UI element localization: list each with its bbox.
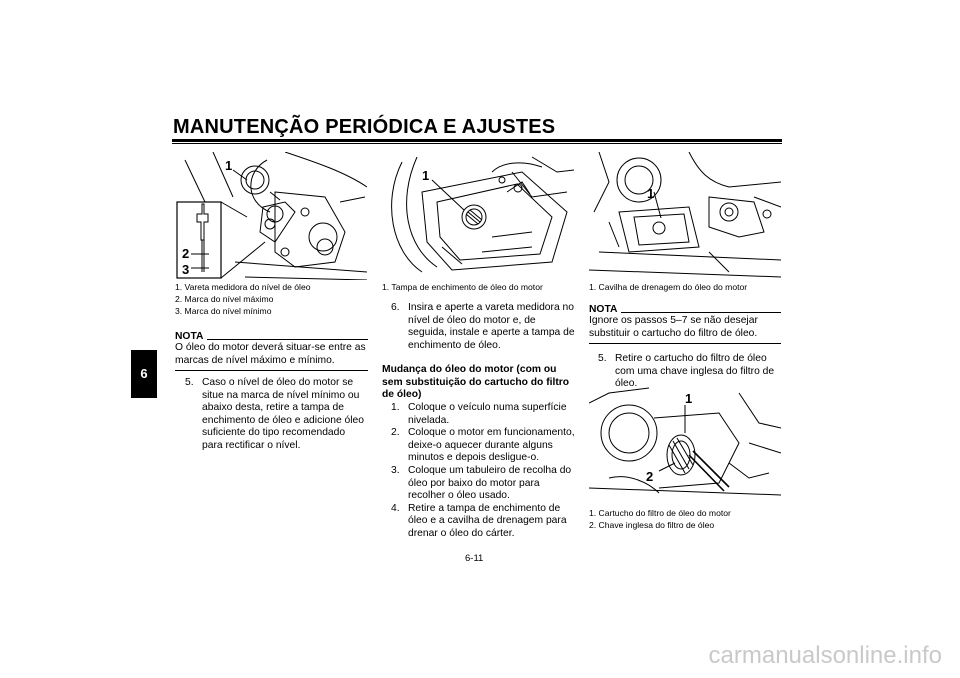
page-number: 6-11 bbox=[465, 553, 484, 564]
callout-1: 1 bbox=[647, 186, 655, 201]
step-text: Coloque o motor em funcionamento, deixe-o aquecer durante alguns minutos e depois desligue-o. bbox=[408, 427, 575, 464]
header-rule-thin bbox=[172, 143, 782, 144]
step-number: 4. bbox=[391, 502, 400, 514]
header-rule bbox=[172, 139, 782, 142]
nota-rule bbox=[621, 312, 781, 313]
step-number: 5. bbox=[598, 353, 607, 364]
callout-3: 3 bbox=[182, 262, 190, 277]
caption-item: 1. Vareta medidora do nível de óleo bbox=[175, 282, 311, 292]
oil-filler-cap-figure bbox=[382, 152, 574, 280]
oil-filter-figure bbox=[589, 383, 781, 503]
caption-item: 1. Tampa de enchimento de óleo do motor bbox=[382, 282, 543, 292]
drain-bolt-figure bbox=[589, 152, 781, 280]
callout-2: 2 bbox=[182, 246, 190, 261]
step-number: 1. bbox=[391, 402, 400, 413]
list-item bbox=[391, 402, 575, 427]
step-number: 6. bbox=[391, 302, 400, 313]
nota-rule-bottom bbox=[589, 343, 781, 344]
caption-item: 1. Cartucho do filtro de óleo do motor bbox=[589, 508, 731, 518]
chapter-tab: 6 bbox=[131, 350, 157, 398]
figure-captions bbox=[589, 281, 747, 293]
nota-rule bbox=[207, 339, 368, 340]
step-5 bbox=[185, 377, 368, 453]
figure-captions bbox=[382, 281, 543, 293]
nota-text: Ignore os passos 5–7 se não desejar substituir o cartucho do filtro de óleo. bbox=[589, 315, 758, 339]
step-text: Coloque o veículo numa superfície nivelada. bbox=[408, 402, 567, 426]
step-number: 3. bbox=[391, 464, 400, 476]
step-text: Retire o cartucho do filtro de óleo com uma chave inglesa do filtro de óleo. bbox=[615, 353, 775, 390]
caption-item: 1. Cavilha de drenagem do óleo do motor bbox=[589, 282, 748, 292]
figure-captions bbox=[589, 507, 731, 531]
step-number: 5. bbox=[185, 377, 194, 388]
nota-label: NOTA bbox=[175, 331, 204, 342]
nota-text: O óleo do motor deverá situar-se entre as marcas de nível máximo e mínimo. bbox=[175, 342, 366, 366]
dipstick-figure bbox=[175, 152, 367, 280]
callout-1: 1 bbox=[225, 158, 233, 173]
caption-item: 2. Chave inglesa do filtro de óleo bbox=[589, 520, 715, 530]
list-item bbox=[391, 465, 575, 503]
nota-label: NOTA bbox=[589, 304, 618, 315]
nota-box bbox=[175, 331, 368, 371]
list-item bbox=[391, 427, 575, 465]
figure-captions bbox=[175, 281, 311, 317]
step-text: Retire a tampa de enchimento de óleo e a cavilha de drenagem para drenar o óleo do cárter. bbox=[408, 502, 567, 539]
caption-item: 3. Marca do nível mínimo bbox=[175, 306, 272, 316]
callout-1: 1 bbox=[422, 168, 430, 183]
steps-list bbox=[391, 402, 575, 541]
nota-box bbox=[589, 304, 781, 344]
callout-2: 2 bbox=[646, 469, 654, 484]
watermark: carmanualsonline.info bbox=[708, 642, 942, 669]
step-text: Caso o nível de óleo do motor se situe na marca de nível mínimo ou abaixo desta, retire a tampa de enchimento de óleo e adicione óleo suficiente do tipo recomendado para rectificar o nível. bbox=[202, 377, 365, 451]
list-item bbox=[391, 503, 575, 541]
page-title: MANUTENÇÃO PERIÓDICA E AJUSTES bbox=[173, 116, 556, 138]
caption-item: 2. Marca do nível máximo bbox=[175, 294, 274, 304]
step-6 bbox=[391, 302, 575, 352]
step-text: Coloque um tabuleiro de recolha do óleo por baixo do motor para recolher o óleo usado. bbox=[408, 464, 572, 502]
step-text: Insira e aperte a vareta medidora no nível de óleo do motor e, de seguida, instale e aperte a tampa de enchimento de óleo. bbox=[408, 302, 575, 351]
section-subheading: Mudança do óleo do motor (com ou sem substituição do cartucho do filtro de óleo) bbox=[382, 364, 570, 401]
nota-rule-bottom bbox=[175, 370, 368, 371]
callout-1: 1 bbox=[685, 391, 693, 406]
step-number: 2. bbox=[391, 427, 400, 439]
